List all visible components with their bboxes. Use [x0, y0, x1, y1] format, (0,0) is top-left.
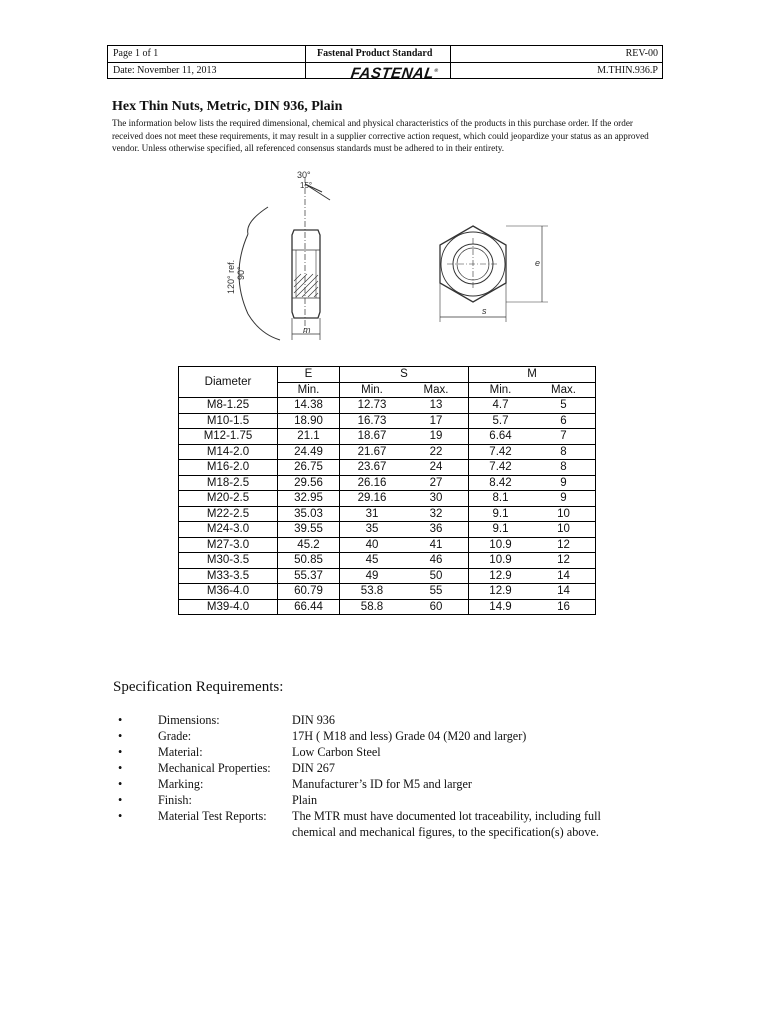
table-row [179, 506, 596, 522]
document-date: Date: November 11, 2013 [113, 65, 217, 76]
cell-e-min: 24.49 [278, 444, 340, 460]
cell-e-min: 55.37 [278, 568, 340, 584]
cell-m-max: 12 [532, 537, 596, 553]
subheader-s-max: Max. [404, 382, 469, 398]
cell-s-max: 19 [404, 429, 469, 445]
col-header-m: M [469, 367, 596, 383]
table-row [179, 537, 596, 553]
side-view-drawing [239, 177, 330, 340]
label-e-dimension: e [535, 258, 541, 268]
cell-diameter: M24-3.0 [179, 522, 278, 538]
table-header-row [179, 367, 596, 383]
dimension-table-body [179, 398, 596, 615]
cell-s-min: 53.8 [340, 584, 405, 600]
spec-value: 17H ( M18 and less) Grade 04 (M20 and larger) [292, 729, 527, 743]
subheader-m-min: Min. [469, 382, 533, 398]
cell-s-max: 60 [404, 599, 469, 615]
spec-value: DIN 936 [292, 713, 335, 727]
label-90-degrees: 90° [236, 266, 246, 280]
table-row [179, 491, 596, 507]
cell-s-max: 27 [404, 475, 469, 491]
cell-e-min: 32.95 [278, 491, 340, 507]
cell-e-min: 45.2 [278, 537, 340, 553]
cell-s-min: 12.73 [340, 398, 405, 414]
cell-m-min: 12.9 [469, 584, 533, 600]
document-number: M.THIN.936.P [597, 65, 658, 76]
cell-s-min: 45 [340, 553, 405, 569]
label-m-dimension: m [303, 325, 311, 335]
header-divider [305, 46, 306, 78]
label-s-dimension: s [482, 306, 487, 316]
cell-m-min: 8.42 [469, 475, 533, 491]
cell-e-min: 14.38 [278, 398, 340, 414]
cell-diameter: M8-1.25 [179, 398, 278, 414]
cell-diameter: M14-2.0 [179, 444, 278, 460]
table-row [179, 398, 596, 414]
cell-m-min: 5.7 [469, 413, 533, 429]
cell-s-min: 31 [340, 506, 405, 522]
cell-m-max: 14 [532, 568, 596, 584]
top-view-drawing [440, 226, 548, 322]
table-row [179, 475, 596, 491]
bullet-icon: • [118, 761, 123, 775]
table-row [179, 429, 596, 445]
table-row [179, 444, 596, 460]
cell-e-min: 60.79 [278, 584, 340, 600]
spec-label: Material: [158, 745, 203, 759]
cell-s-max: 30 [404, 491, 469, 507]
table-row [179, 584, 596, 600]
bullet-icon: • [118, 809, 123, 823]
spec-list [118, 712, 622, 840]
label-120-ref: 120° ref. [226, 259, 236, 294]
cell-diameter: M12-1.75 [179, 429, 278, 445]
cell-e-min: 21.1 [278, 429, 340, 445]
cell-s-min: 23.67 [340, 460, 405, 476]
cell-m-max: 8 [532, 444, 596, 460]
header-divider [450, 46, 451, 78]
cell-m-max: 8 [532, 460, 596, 476]
cell-m-max: 7 [532, 429, 596, 445]
cell-diameter: M16-2.0 [179, 460, 278, 476]
cell-s-min: 35 [340, 522, 405, 538]
cell-m-min: 9.1 [469, 522, 533, 538]
cell-s-max: 50 [404, 568, 469, 584]
page-number: Page 1 of 1 [113, 48, 159, 59]
label-15-degrees: 15° [300, 181, 313, 190]
cell-m-max: 9 [532, 475, 596, 491]
cell-m-min: 14.9 [469, 599, 533, 615]
spec-value: Low Carbon Steel [292, 745, 381, 759]
spec-item [118, 808, 622, 840]
spec-label: Marking: [158, 777, 204, 791]
bullet-icon: • [118, 713, 123, 727]
cell-diameter: M33-3.5 [179, 568, 278, 584]
cell-e-min: 26.75 [278, 460, 340, 476]
standard-title: Fastenal Product Standard [317, 48, 433, 59]
spec-label: Grade: [158, 729, 192, 743]
table-row [179, 568, 596, 584]
spec-value: The MTR must have documented lot traceability, including full chemical and mechanical figures, to the specification(s) above. [292, 809, 601, 839]
bullet-icon: • [118, 729, 123, 743]
document-header [107, 45, 663, 82]
spec-item [118, 776, 622, 792]
table-row [179, 413, 596, 429]
bullet-icon: • [118, 793, 123, 807]
spec-value: Plain [292, 793, 318, 807]
subheader-s-min: Min. [340, 382, 405, 398]
bullet-icon: • [118, 745, 123, 759]
spec-item [118, 728, 622, 744]
cell-m-max: 14 [532, 584, 596, 600]
cell-e-min: 39.55 [278, 522, 340, 538]
cell-s-max: 55 [404, 584, 469, 600]
col-header-diameter: Diameter [179, 367, 278, 398]
label-30-degrees: 30° [297, 170, 311, 180]
cell-m-min: 7.42 [469, 444, 533, 460]
spec-label: Finish: [158, 793, 192, 807]
cell-s-min: 18.67 [340, 429, 405, 445]
table-row [179, 553, 596, 569]
cell-m-max: 5 [532, 398, 596, 414]
col-header-e: E [278, 367, 340, 383]
cell-s-min: 49 [340, 568, 405, 584]
spec-item [118, 744, 622, 760]
cell-s-max: 36 [404, 522, 469, 538]
nut-dimension-drawing [210, 162, 570, 347]
spec-item [118, 792, 622, 808]
cell-diameter: M27-3.0 [179, 537, 278, 553]
cell-e-min: 18.90 [278, 413, 340, 429]
dimension-table [178, 366, 596, 615]
cell-m-min: 10.9 [469, 553, 533, 569]
cell-e-min: 66.44 [278, 599, 340, 615]
cell-s-max: 17 [404, 413, 469, 429]
cell-m-min: 12.9 [469, 568, 533, 584]
spec-item [118, 712, 622, 728]
cell-diameter: M20-2.5 [179, 491, 278, 507]
cell-s-max: 24 [404, 460, 469, 476]
cell-m-max: 12 [532, 553, 596, 569]
cell-m-min: 8.1 [469, 491, 533, 507]
cell-s-min: 21.67 [340, 444, 405, 460]
cell-e-min: 35.03 [278, 506, 340, 522]
cell-s-min: 16.73 [340, 413, 405, 429]
cell-diameter: M22-2.5 [179, 506, 278, 522]
spec-item [118, 760, 622, 776]
cell-s-max: 13 [404, 398, 469, 414]
cell-s-min: 26.16 [340, 475, 405, 491]
cell-m-min: 9.1 [469, 506, 533, 522]
spec-value: DIN 267 [292, 761, 335, 775]
cell-diameter: M18-2.5 [179, 475, 278, 491]
cell-s-min: 29.16 [340, 491, 405, 507]
cell-m-max: 16 [532, 599, 596, 615]
spec-heading: Specification Requirements: [113, 679, 284, 695]
subheader-e-min: Min. [278, 382, 340, 398]
fastenal-logo: FASTENAL® [349, 65, 439, 82]
cell-e-min: 50.85 [278, 553, 340, 569]
table-row [179, 522, 596, 538]
cell-m-max: 6 [532, 413, 596, 429]
cell-diameter: M39-4.0 [179, 599, 278, 615]
cell-m-max: 9 [532, 491, 596, 507]
bullet-icon: • [118, 777, 123, 791]
cell-s-min: 40 [340, 537, 405, 553]
revision: REV-00 [625, 48, 658, 59]
cell-s-max: 46 [404, 553, 469, 569]
cell-s-max: 22 [404, 444, 469, 460]
cell-s-max: 41 [404, 537, 469, 553]
cell-m-min: 7.42 [469, 460, 533, 476]
cell-m-min: 4.7 [469, 398, 533, 414]
spec-label: Material Test Reports: [158, 809, 267, 823]
cell-diameter: M10-1.5 [179, 413, 278, 429]
cell-m-min: 6.64 [469, 429, 533, 445]
spec-label: Dimensions: [158, 713, 220, 727]
cell-diameter: M36-4.0 [179, 584, 278, 600]
spec-value: Manufacturer’s ID for M5 and larger [292, 777, 472, 791]
cell-e-min: 29.56 [278, 475, 340, 491]
col-header-s: S [340, 367, 469, 383]
table-row [179, 599, 596, 615]
cell-m-min: 10.9 [469, 537, 533, 553]
cell-diameter: M30-3.5 [179, 553, 278, 569]
document-title: Hex Thin Nuts, Metric, DIN 936, Plain [112, 99, 343, 114]
cell-m-max: 10 [532, 522, 596, 538]
cell-s-max: 32 [404, 506, 469, 522]
cell-s-min: 58.8 [340, 599, 405, 615]
intro-paragraph: The information below lists the required dimensional, chemical and physical characteristics of the products in this purchase order. If the order received does not meet these requirements, it may result in a supplier corrective action request, which could jeopardize your status as an approved vendor. Unless otherwise specified, all referenced consensus standards must be adhered to in their entirety. [112, 118, 649, 153]
table-row [179, 460, 596, 476]
spec-label: Mechanical Properties: [158, 761, 271, 775]
cell-m-max: 10 [532, 506, 596, 522]
subheader-m-max: Max. [532, 382, 596, 398]
